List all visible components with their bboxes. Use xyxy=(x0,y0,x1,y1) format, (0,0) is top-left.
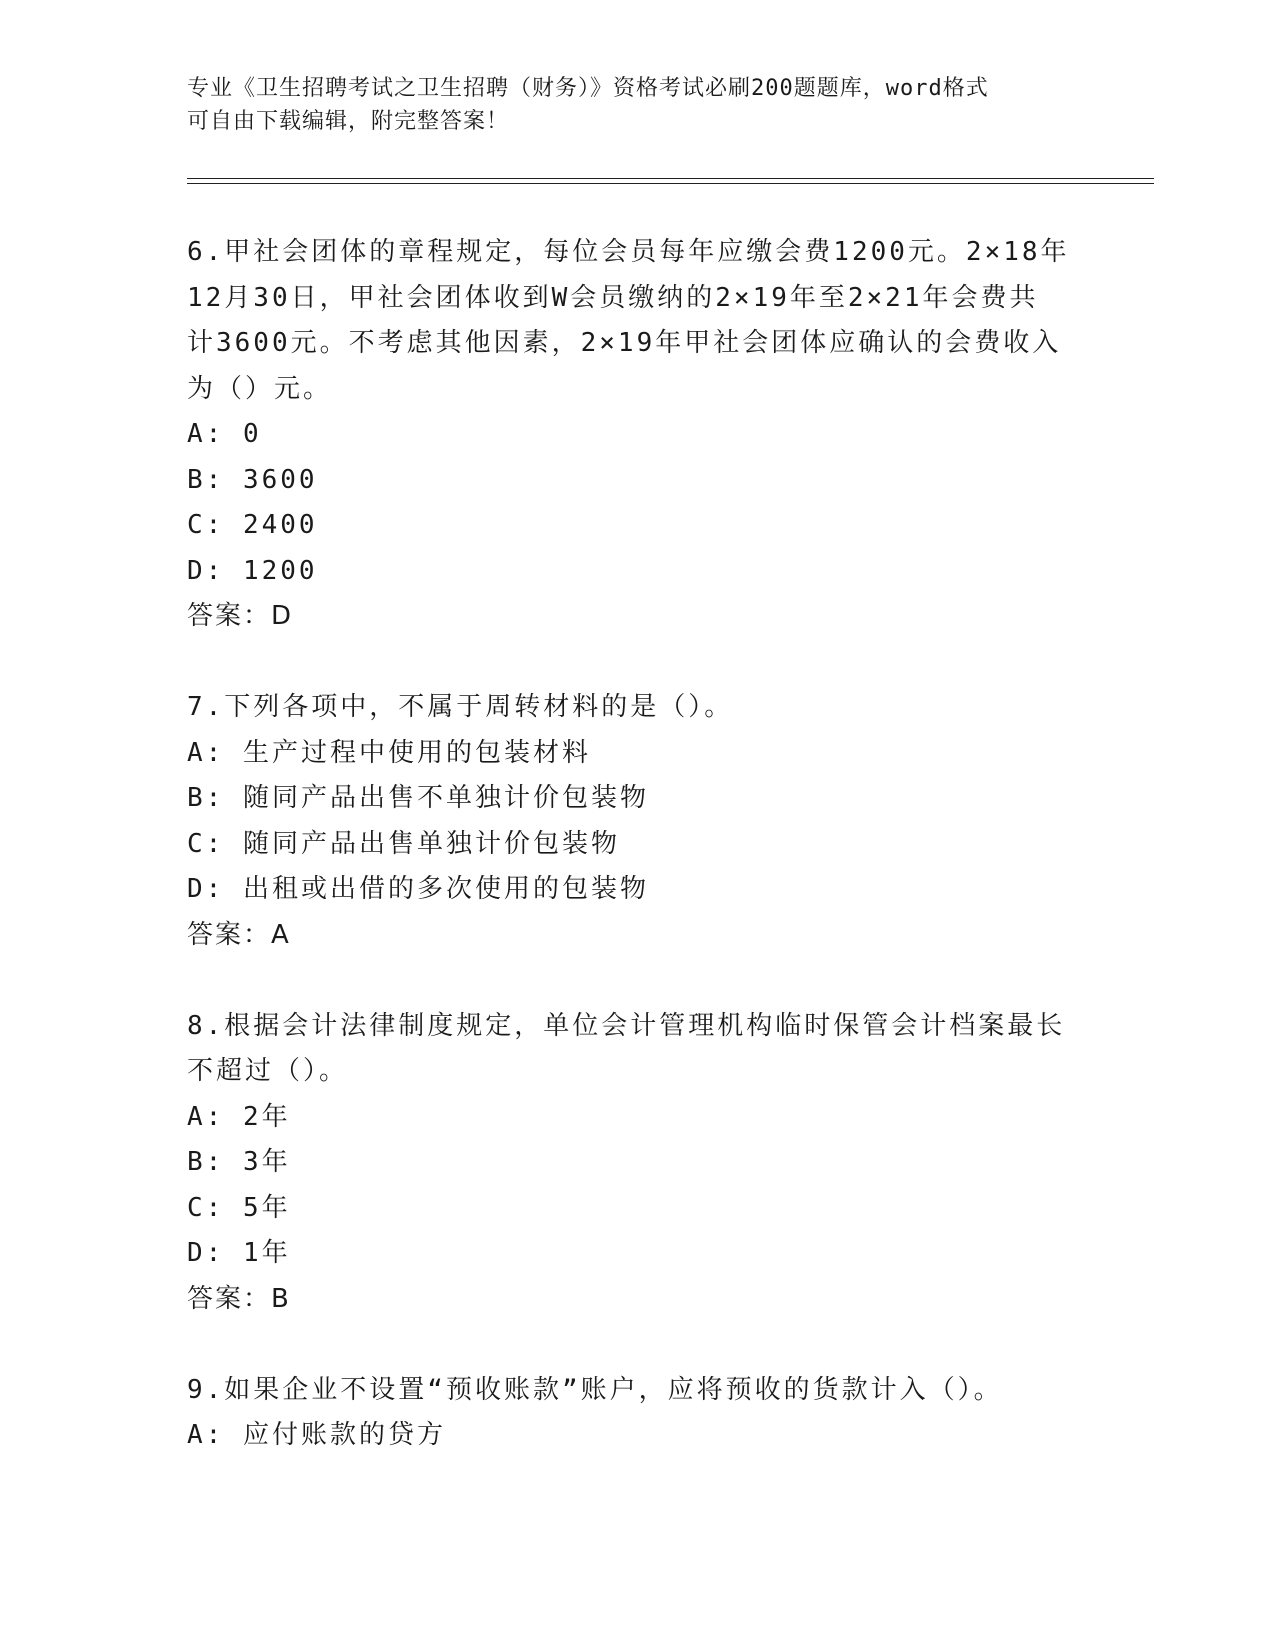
option-a: A: 应付账款的贷方 xyxy=(187,1420,446,1450)
question-text-line: 7.下列各项中，不属于周转材料的是（）。 xyxy=(187,692,734,722)
option-c: C: 5年 xyxy=(187,1192,291,1223)
question-spacer xyxy=(187,640,1087,686)
question-text-line: 8.根据会计法律制度规定，单位会计管理机构临时保管会计档案最长 xyxy=(187,1010,1066,1041)
question-text-line: 为（）元。 xyxy=(187,373,333,404)
header-divider-bottom xyxy=(187,183,1154,184)
question-text-line: 6.甲社会团体的章程规定，每位会员每年应缴会费1200元。2×18年 xyxy=(187,237,1070,267)
option-d: D: 出租或出借的多次使用的包装物 xyxy=(187,874,649,904)
option-b: B: 随同产品出售不单独计价包装物 xyxy=(187,783,649,813)
header-line-1: 专业《卫生招聘考试之卫生招聘（财务）》资格考试必刷200题题库，word格式 xyxy=(187,76,989,101)
option-a: A: 0 xyxy=(187,419,262,449)
option-a: A: 2年 xyxy=(187,1101,291,1132)
question-text-line: 9.如果企业不设置“预收账款”账户，应将预收的货款计入（）。 xyxy=(187,1374,1003,1405)
document-header xyxy=(187,72,1087,138)
answer: 答案：B xyxy=(187,1283,291,1314)
question-text-line: 计3600元。不考虑其他因素，2×19年甲社会团体应确认的会费收入 xyxy=(187,328,1062,358)
option-d: D: 1年 xyxy=(187,1238,291,1268)
header-line-2: 可自由下载编辑，附完整答案！ xyxy=(187,109,510,134)
answer: 答案：D xyxy=(187,601,294,631)
question-8 xyxy=(187,1004,1087,1323)
question-text-line: 12月30日，甲社会团体收到W会员缴纳的2×19年至2×21年会费共 xyxy=(187,282,1039,313)
option-b: B: 3600 xyxy=(187,464,318,495)
question-spacer xyxy=(187,958,1087,1004)
question-spacer xyxy=(187,1322,1087,1368)
question-6 xyxy=(187,230,1087,640)
question-text-line: 不超过（）。 xyxy=(187,1056,349,1086)
option-a: A: 生产过程中使用的包装材料 xyxy=(187,737,591,768)
header-divider-top xyxy=(187,178,1154,179)
option-c: C: 随同产品出售单独计价包装物 xyxy=(187,828,620,859)
option-b: B: 3年 xyxy=(187,1147,291,1177)
option-d: D: 1200 xyxy=(187,555,318,586)
question-9 xyxy=(187,1368,1087,1459)
question-list xyxy=(187,230,1087,1459)
option-c: C: 2400 xyxy=(187,510,318,540)
answer: 答案：A xyxy=(187,919,291,950)
question-7 xyxy=(187,685,1087,958)
